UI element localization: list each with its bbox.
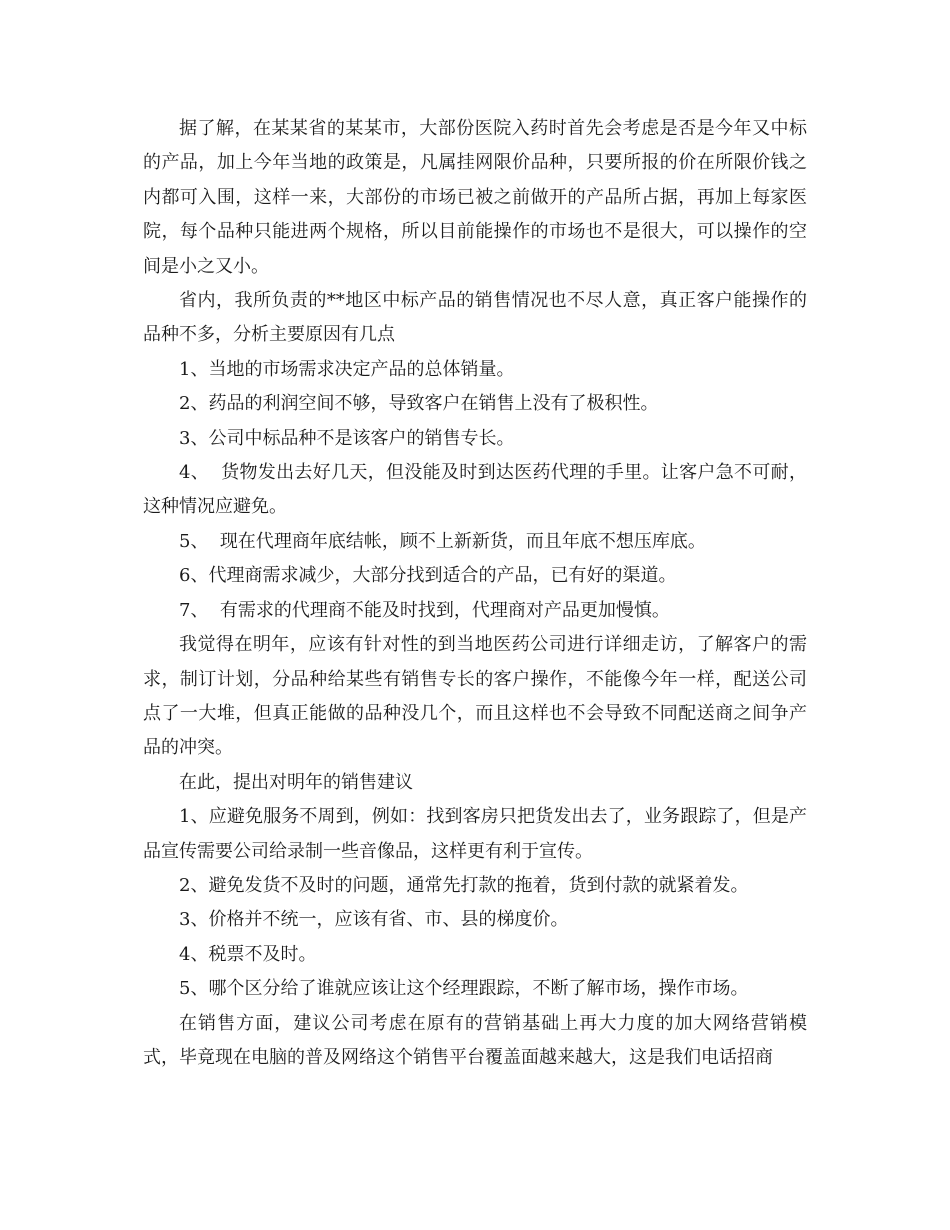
paragraph-market-overview: 据了解，在某某省的某某市，大部份医院入药时首先会考虑是否是今年又中标的产品，加上今年当地的政策是，凡属挂网限价品种，只要所报的价在所限价钱之内都可入围，这样一来，大部份的市场已被之前做开的产品所占据，再加上每家医院，每个品种只能进两个规格，所以目前能操作的市场也不是很大，可以操作的空间是小之又小。 — [143, 118, 807, 277]
list-item-reason-3: 3、公司中标品种不是该客户的销售专长。 — [179, 427, 515, 449]
list-item-suggestion-2: 2、避免发货不及时的问题，通常先打款的拖着，货到付款的就紧着发。 — [179, 874, 749, 896]
list-item-reason-4: 4、 货物发出去好几天，但没能及时到达医药代理的手里。让客户急不可耐，这种情况应避免。 — [143, 462, 807, 518]
list-item-reason-7: 7、 有需求的代理商不能及时找到，代理商对产品更加慢慎。 — [179, 599, 670, 621]
list-item-suggestion-4: 4、税票不及时。 — [179, 943, 317, 965]
paragraph-next-year-plan: 我觉得在明年，应该有针对性的到当地医药公司进行详细走访，了解客户的需求，制订计划，分品种给某些有销售专长的客户操作，不能像今年一样，配送公司点了一大堆，但真正能做的品种没几个，而且这样也不会导致不同配送商之间争产品的冲突。 — [143, 634, 807, 759]
list-item-reason-1: 1、当地的市场需求决定产品的总体销量。 — [179, 358, 515, 380]
document-body — [143, 112, 807, 1075]
paragraph-province-sales: 省内，我所负责的**地区中标产品的销售情况也不尽人意，真正客户能操作的品种不多，分析主要原因有几点 — [143, 290, 807, 346]
list-item-suggestion-3: 3、价格并不统一，应该有省、市、县的梯度价。 — [179, 909, 569, 931]
paragraph-suggestions-heading: 在此，提出对明年的销售建议 — [179, 771, 413, 793]
list-item-suggestion-5: 5、哪个区分给了谁就应该让这个经理跟踪，不断了解市场，操作市场。 — [179, 978, 749, 1000]
list-item-suggestion-1: 1、应避免服务不周到，例如：找到客房只把货发出去了，业务跟踪了，但是产品宣传需要公司给录制一些音像品，这样更有利于宣传。 — [143, 806, 807, 862]
list-item-reason-6: 6、代理商需求减少，大部分找到适合的产品，已有好的渠道。 — [179, 565, 677, 587]
paragraph-sales-network: 在销售方面，建议公司考虑在原有的营销基础上再大力度的加大网络营销模式，毕竟现在电脑的普及网络这个销售平台覆盖面越来越大，这是我们电话招商 — [143, 1012, 807, 1068]
list-item-reason-5: 5、 现在代理商年底结帐，顾不上新新货，而且年底不想压库底。 — [179, 530, 706, 552]
list-item-reason-2: 2、药品的利润空间不够，导致客户在销售上没有了极积性。 — [179, 393, 659, 415]
